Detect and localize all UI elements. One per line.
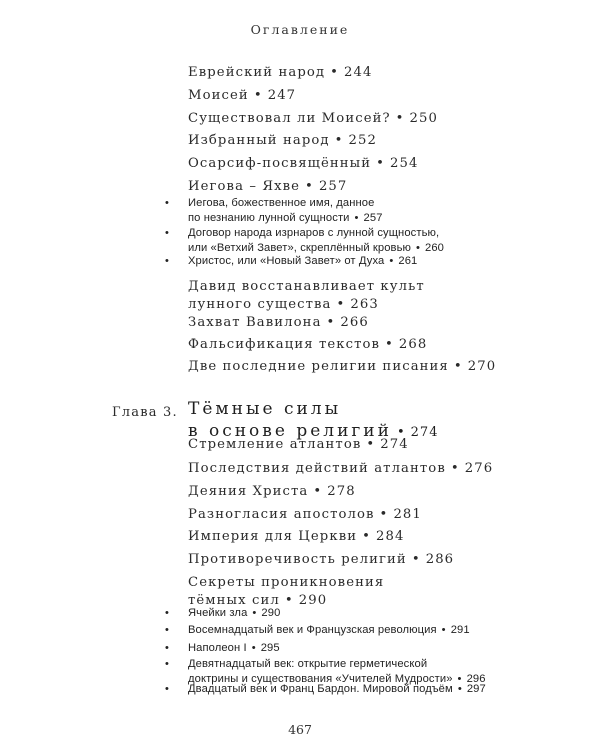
chapter-title-line: Тёмные силы (188, 399, 342, 419)
entry-title-line: Существовал ли Моисей? • 250 (188, 111, 439, 126)
toc-subentry (165, 254, 508, 269)
separator-dot: • (336, 297, 346, 312)
entry-page-number: 266 (340, 315, 369, 330)
separator-dot: • (253, 88, 263, 103)
entry-page-number: 250 (409, 111, 439, 126)
entry-page-number: 295 (260, 642, 280, 654)
entry-page-number: 268 (398, 337, 428, 352)
bullet-icon: • (165, 607, 169, 619)
toc-entry (188, 336, 518, 354)
entry-title-line: Иегова – Яхве • 257 (188, 179, 348, 194)
toc-entry (188, 314, 518, 332)
toc-subentry (165, 196, 508, 225)
separator-dot: • (376, 156, 386, 171)
entry-title-line: Договор народа изрнаров с лунной сущностью, (188, 227, 440, 239)
entry-title-line: Двадцатый век и Франц Бардон. Мировой подъём • 297 (188, 683, 486, 695)
entry-title-line: Моисей • 247 (188, 88, 297, 103)
entry-title-line: лунного существа • 263 (188, 297, 379, 312)
separator-dot: • (396, 425, 406, 440)
entry-title-line: доктрины и существования «Учителей Мудрости» • 296 (188, 672, 486, 685)
entry-title-line: по незнанию лунной сущности • 257 (188, 211, 383, 224)
bullet-icon: • (165, 255, 169, 267)
toc-entry (188, 528, 518, 546)
entry-title-line: Фальсификация текстов • 268 (188, 337, 428, 352)
toc-subentry (165, 606, 508, 621)
separator-dot: • (284, 593, 294, 608)
entry-title-line: тёмных сил • 290 (188, 593, 328, 608)
separator-dot: • (411, 552, 421, 567)
separator-dot: • (450, 461, 460, 476)
entry-title-line: Две последние религии писания • 270 (188, 359, 497, 374)
separator-dot: • (441, 624, 446, 636)
entry-title-line: Разногласия апостолов • 281 (188, 507, 422, 522)
entry-title-line: Империя для Церкви • 284 (188, 529, 405, 544)
entry-title-line: Деяния Христа • 278 (188, 484, 356, 499)
separator-dot: • (354, 211, 359, 224)
entry-page-number: 270 (467, 359, 497, 374)
entry-page-number: 290 (261, 607, 281, 619)
separator-dot: • (457, 683, 462, 695)
entry-title-line: Секреты проникновения (188, 575, 385, 590)
separator-dot: • (457, 672, 462, 685)
separator-dot: • (326, 315, 336, 330)
entry-page-number: 252 (348, 133, 378, 148)
separator-dot: • (313, 484, 323, 499)
entry-title-line: Избранный народ • 252 (188, 133, 378, 148)
entry-page-number: 290 (298, 593, 328, 608)
entry-page-number: 296 (466, 672, 486, 685)
entry-page-number: 244 (344, 65, 373, 80)
toc-entry (188, 87, 518, 105)
toc-entry (188, 483, 518, 501)
toc-subentry (165, 641, 508, 656)
separator-dot: • (252, 607, 257, 619)
chapter-title-line: в основе религий • 274 (188, 421, 439, 441)
entry-page-number: 261 (398, 255, 418, 267)
separator-dot: • (389, 255, 394, 267)
toc-entry (188, 436, 518, 454)
entry-page-number: 254 (390, 156, 419, 171)
toc-entry (188, 460, 518, 478)
bullet-icon: • (165, 197, 169, 209)
entry-title-line: Противоречивость религий • 286 (188, 552, 455, 567)
separator-dot: • (379, 507, 389, 522)
entry-page-number: 257 (363, 211, 383, 224)
entry-title-line: Иегова, божественное имя, данное (188, 197, 375, 209)
entry-page-number: 297 (466, 683, 486, 695)
entry-title-line: Ячейки зла • 290 (188, 607, 281, 619)
separator-dot: • (453, 359, 463, 374)
toc-entry (188, 358, 518, 376)
entry-page-number: 286 (425, 552, 455, 567)
page-number: 467 (288, 722, 312, 737)
entry-title-line: Захват Вавилона • 266 (188, 315, 369, 330)
entry-page-number: 276 (464, 461, 494, 476)
toc-entry (188, 132, 518, 150)
chapter-page-number: 274 (410, 425, 439, 440)
toc-entry (188, 178, 518, 196)
entry-page-number: 247 (267, 88, 297, 103)
separator-dot: • (362, 529, 371, 544)
entry-page-number: 274 (380, 437, 409, 452)
separator-dot: • (330, 65, 340, 80)
entry-page-number: 284 (376, 529, 405, 544)
entry-title-line: Девятнадцатый век: открытие герметической (188, 658, 428, 670)
toc-entry (188, 278, 518, 314)
entry-page-number: 263 (350, 297, 379, 312)
toc-subentry (165, 623, 508, 638)
running-header: Оглавление (250, 22, 350, 37)
bullet-icon: • (165, 227, 169, 239)
entry-page-number: 257 (318, 179, 348, 194)
entry-title-line: Христос, или «Новый Завет» от Духа • 261 (188, 255, 418, 267)
entry-page-number: 281 (393, 507, 422, 522)
entry-page-number: 260 (425, 241, 444, 254)
entry-page-number: 278 (327, 484, 356, 499)
entry-title-line: Последствия действий атлантов • 276 (188, 461, 494, 476)
entry-title-line: Давид восстанавливает культ (188, 279, 425, 294)
toc-entry (188, 574, 518, 610)
bullet-icon: • (165, 624, 169, 636)
separator-dot: • (366, 437, 376, 452)
entry-title-line: Стремление атлантов • 274 (188, 437, 409, 452)
chapter-label: Глава 3. (112, 405, 178, 420)
separator-dot: • (416, 241, 421, 254)
separator-dot: • (251, 642, 256, 654)
toc-entry (188, 551, 518, 569)
separator-dot: • (385, 337, 394, 352)
toc-entry (188, 110, 518, 128)
separator-dot: • (395, 111, 405, 126)
toc-entry (188, 155, 518, 173)
toc-subentry (165, 226, 508, 255)
entry-title-line: Еврейский народ • 244 (188, 65, 373, 80)
entry-title-line: Восемнадцатый век и Французская революция • 291 (188, 624, 470, 636)
separator-dot: • (334, 133, 344, 148)
toc-entry (188, 64, 518, 82)
toc-subentry (165, 682, 508, 697)
toc-entry (188, 506, 518, 524)
bullet-icon: • (165, 642, 169, 654)
bullet-icon: • (165, 683, 169, 695)
separator-dot: • (305, 179, 314, 194)
entry-title-line: или «Ветхий Завет», скреплённый кровью • 260 (188, 241, 444, 254)
bullet-icon: • (165, 658, 169, 670)
entry-title-line: Осарсиф-посвящённый • 254 (188, 156, 419, 171)
entry-page-number: 291 (450, 624, 470, 636)
entry-title-line: Наполеон I • 295 (188, 642, 280, 654)
